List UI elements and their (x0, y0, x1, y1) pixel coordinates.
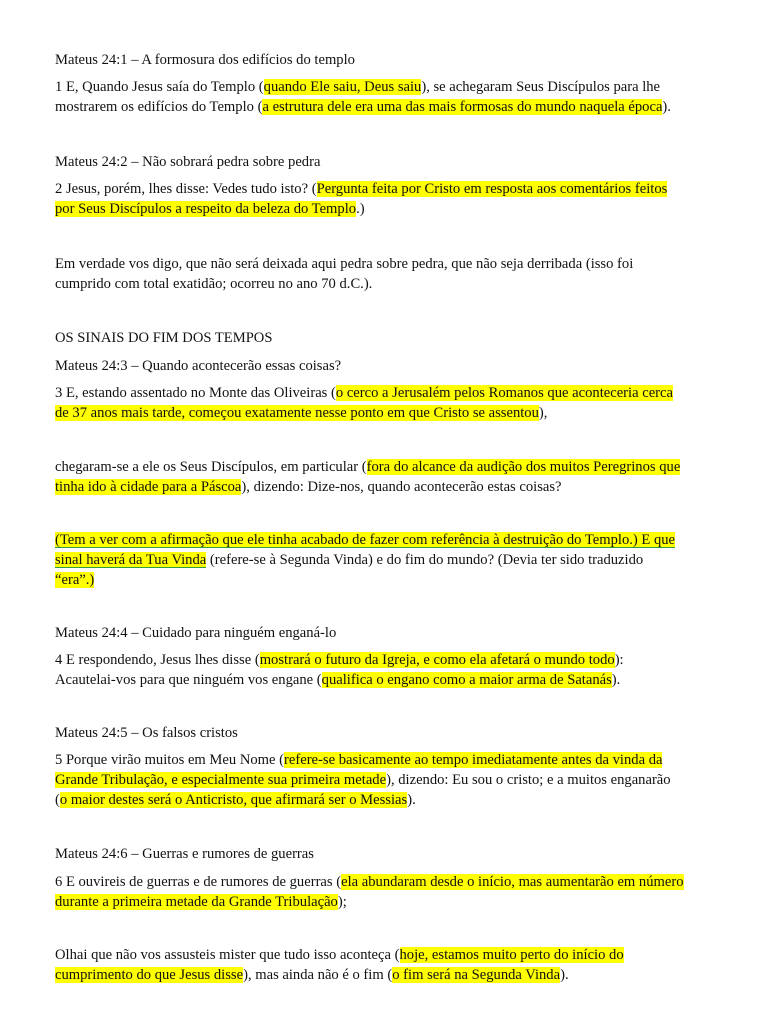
highlighted-text: qualifica o engano como a maior arma de Satanás (321, 672, 612, 688)
highlighted-text: o maior destes será o Anticristo, que afirmará ser o Messias (59, 792, 408, 808)
text-run: 3 E, estando assentado no Monte das Oliveiras ( (55, 385, 336, 401)
paragraph-verse-6-continued (55, 945, 720, 985)
heading-mateus-24-5: Mateus 24:5 – Os falsos cristos (55, 725, 238, 741)
text-line (55, 550, 720, 570)
text-line (55, 872, 720, 892)
text-run: cumprido com total exatidão; ocorreu no ano 70 d.C.). (55, 276, 373, 292)
text-run: .) (356, 201, 365, 217)
text-line (55, 179, 720, 199)
highlighted-text: tinha ido à cidade para a Páscoa (55, 479, 242, 495)
text-line (55, 945, 720, 965)
text-line (55, 477, 720, 497)
text-line (55, 892, 720, 912)
text-line (55, 965, 720, 985)
highlighted-text: ela abundaram desde o início, mas aumentarão em número (341, 874, 684, 890)
paragraph-verse-1 (55, 77, 720, 117)
heading-mateus-24-2: Mateus 24:2 – Não sobrará pedra sobre pedra (55, 154, 321, 170)
highlighted-text: “era”.) (55, 572, 95, 588)
heading-mateus-24-6: Mateus 24:6 – Guerras e rumores de guerras (55, 846, 314, 862)
text-line (55, 650, 720, 670)
text-line (55, 254, 720, 274)
text-line (55, 199, 720, 219)
text-run: mostrarem os edifícios do Templo ( (55, 99, 263, 115)
paragraph-verse-3-note (55, 530, 720, 590)
section-title-sinais: OS SINAIS DO FIM DOS TEMPOS (55, 330, 273, 346)
highlighted-text: sinal haverá da Tua Vinda (55, 552, 207, 568)
text-line (55, 457, 720, 477)
text-line (55, 790, 720, 810)
text-run: ): (614, 652, 624, 668)
highlighted-text: refere-se basicamente ao tempo imediatamente antes da vinda da (284, 752, 663, 768)
paragraph-verse-4 (55, 650, 720, 690)
highlighted-text: cumprimento do que Jesus disse (55, 967, 244, 983)
highlighted-text: por Seus Discípulos a respeito da beleza do Templo (55, 201, 357, 217)
highlighted-text: quando Ele saiu, Deus saiu (263, 79, 422, 95)
heading-mateus-24-1: Mateus 24:1 – A formosura dos edifícios do templo (55, 52, 355, 68)
highlighted-text: fora do alcance da audição dos muitos Peregrinos que (366, 459, 681, 475)
highlighted-text: de 37 anos mais tarde, começou exatamente nesse ponto em que Cristo se assentou (55, 405, 539, 421)
text-run: ), dizendo: Eu sou o cristo; e a muitos enganarão (386, 772, 671, 788)
highlighted-text: o fim será na Segunda Vinda (392, 967, 561, 983)
text-run: 1 E, Quando Jesus saía do Templo ( (55, 79, 264, 95)
text-run: ). (560, 967, 569, 983)
text-line (55, 403, 720, 423)
paragraph-verse-6 (55, 872, 720, 912)
text-line (55, 530, 720, 550)
text-run: Acautelai-vos para que ninguém vos engane ( (55, 672, 322, 688)
text-run: ), se achegaram Seus Discípulos para lhe (421, 79, 661, 95)
text-line (55, 750, 720, 770)
highlighted-text: (Tem a ver com a afirmação que ele tinha acabado de fazer com referência à destruição do Templo.) E que (55, 532, 676, 548)
text-run: 4 E respondendo, Jesus lhes disse ( (55, 652, 260, 668)
text-run: ( (55, 792, 60, 808)
text-line (55, 383, 720, 403)
text-run: Olhai que não vos assusteis mister que tudo isso aconteça ( (55, 947, 400, 963)
highlighted-text: a estrutura dele era uma das mais formosas do mundo naquela época (262, 99, 663, 115)
highlighted-text: durante a primeira metade da Grande Tribulação (55, 894, 338, 910)
highlighted-text: o cerco a Jerusalém pelos Romanos que aconteceria cerca (335, 385, 673, 401)
paragraph-verse-3-continued (55, 457, 720, 497)
text-run: ). (407, 792, 416, 808)
text-run: ), mas ainda não é o fim ( (243, 967, 393, 983)
heading-mateus-24-3: Mateus 24:3 – Quando acontecerão essas coisas? (55, 358, 342, 374)
text-run: ), dizendo: Dize-nos, quando acontecerão estas coisas? (241, 479, 562, 495)
highlighted-text: Pergunta feita por Cristo em resposta aos comentários feitos (316, 181, 668, 197)
highlighted-text: Grande Tribulação, e especialmente sua primeira metade (55, 772, 387, 788)
text-line (55, 274, 720, 294)
highlighted-text: mostrará o futuro da Igreja, e como ela afetará o mundo todo (259, 652, 615, 668)
text-run: Em verdade vos digo, que não será deixada aqui pedra sobre pedra, que não seja derribada (isso foi (55, 256, 634, 272)
text-line (55, 77, 720, 97)
text-run: chegaram-se a ele os Seus Discípulos, em particular ( (55, 459, 367, 475)
text-run: ), (538, 405, 548, 421)
text-run: 2 Jesus, porém, lhes disse: Vedes tudo isto? ( (55, 181, 317, 197)
text-run: 5 Porque virão muitos em Meu Nome ( (55, 752, 285, 768)
text-line (55, 97, 720, 117)
text-line (55, 670, 720, 690)
text-run: ). (662, 99, 671, 115)
text-run: (refere-se à Segunda Vinda) e do fim do mundo? (Devia ter sido traduzido (206, 552, 644, 568)
paragraph-verse-5 (55, 750, 720, 810)
highlighted-text: hoje, estamos muito perto do início do (399, 947, 624, 963)
paragraph-verse-2 (55, 179, 720, 219)
text-line (55, 770, 720, 790)
text-run: ). (611, 672, 621, 688)
paragraph-verse-3 (55, 383, 720, 423)
text-run: 6 E ouvireis de guerras e de rumores de guerras ( (55, 874, 342, 890)
heading-mateus-24-4: Mateus 24:4 – Cuidado para ninguém enganá-lo (55, 625, 337, 641)
text-line (55, 570, 720, 590)
text-run: ); (337, 894, 347, 910)
paragraph-verse-2-continued (55, 254, 720, 294)
